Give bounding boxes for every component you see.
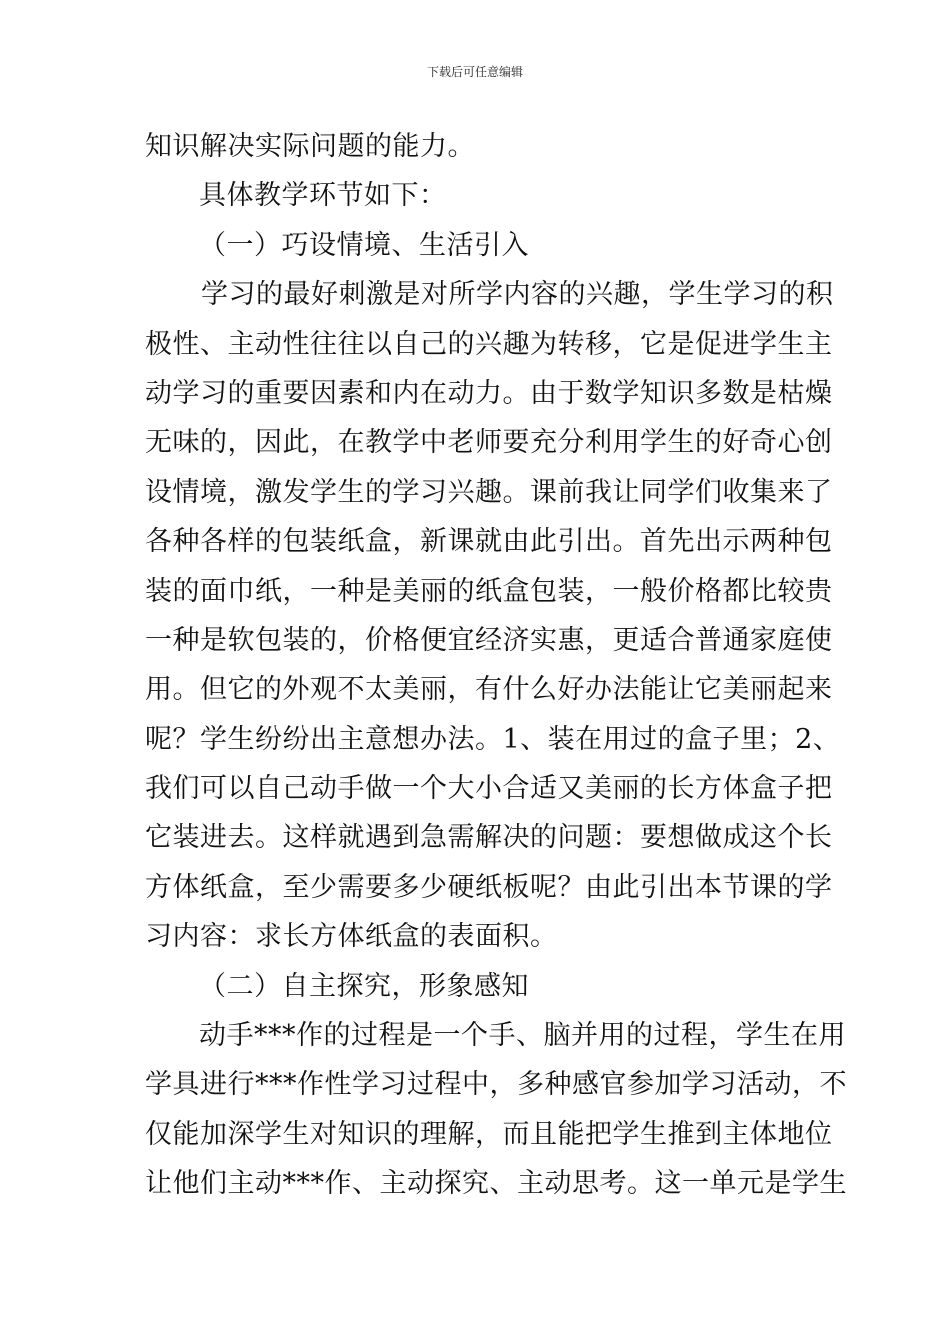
text-line: 动学习的重要因素和内在动力。由于数学知识多数是枯燥 [145, 377, 833, 409]
text-line: 各种各样的包装纸盒，新课就由此引出。首先出示两种包 [145, 526, 833, 558]
document-body [145, 122, 847, 1209]
text-line: 它装进去。这样就遇到急需解决的问题：要想做成这个长 [145, 822, 833, 854]
text-line: 方体纸盒，至少需要多少硬纸板呢？由此引出本节课的学 [145, 871, 833, 903]
text-line: 无味的，因此，在教学中老师要充分利用学生的好奇心创 [145, 427, 833, 459]
text-line: 学具进行***作性学习过程中，多种感官参加学习活动，不 [145, 1069, 847, 1101]
text-line: 学习的最好刺激是对所学内容的兴趣，学生学习的积 [201, 279, 834, 311]
text-line: 装的面巾纸，一种是美丽的纸盒包装，一般价格都比较贵 [145, 575, 833, 607]
section-heading: （二）自主探究，形象感知 [199, 970, 529, 1002]
text-line: 让他们主动***作、主动探究、主动思考。这一单元是学生 [145, 1168, 847, 1200]
text-line: 仅能加深学生对知识的理解，而且能把学生推到主体地位 [145, 1118, 833, 1150]
page-header: 下载后可任意编辑 [426, 65, 523, 79]
text-line: 知识解决实际问题的能力。 [145, 131, 475, 162]
text-line: 呢？学生纷纷出主意想办法。1、装在用过的盒子里；2、 [145, 723, 841, 755]
text-line: 我们可以自己动手做一个大小合适又美丽的长方体盒子把 [145, 773, 833, 805]
text-line: 一种是软包装的，价格便宜经济实惠，更适合普通家庭使 [145, 624, 833, 656]
text-line: 极性、主动性往往以自己的兴趣为转移，它是促进学生主 [145, 328, 833, 360]
text-line: 习内容：求长方体纸盒的表面积。 [145, 921, 558, 953]
text-line: 动手***作的过程是一个手、脑并用的过程，学生在用 [199, 1020, 846, 1052]
section-heading: （一）巧设情境、生活引入 [199, 229, 529, 261]
text-line: 用。但它的外观不太美丽，有什么好办法能让它美丽起来 [145, 674, 833, 706]
text-line: 具体教学环节如下： [199, 180, 447, 212]
text-line: 设情境，激发学生的学习兴趣。课前我让同学们收集来了 [145, 476, 833, 508]
